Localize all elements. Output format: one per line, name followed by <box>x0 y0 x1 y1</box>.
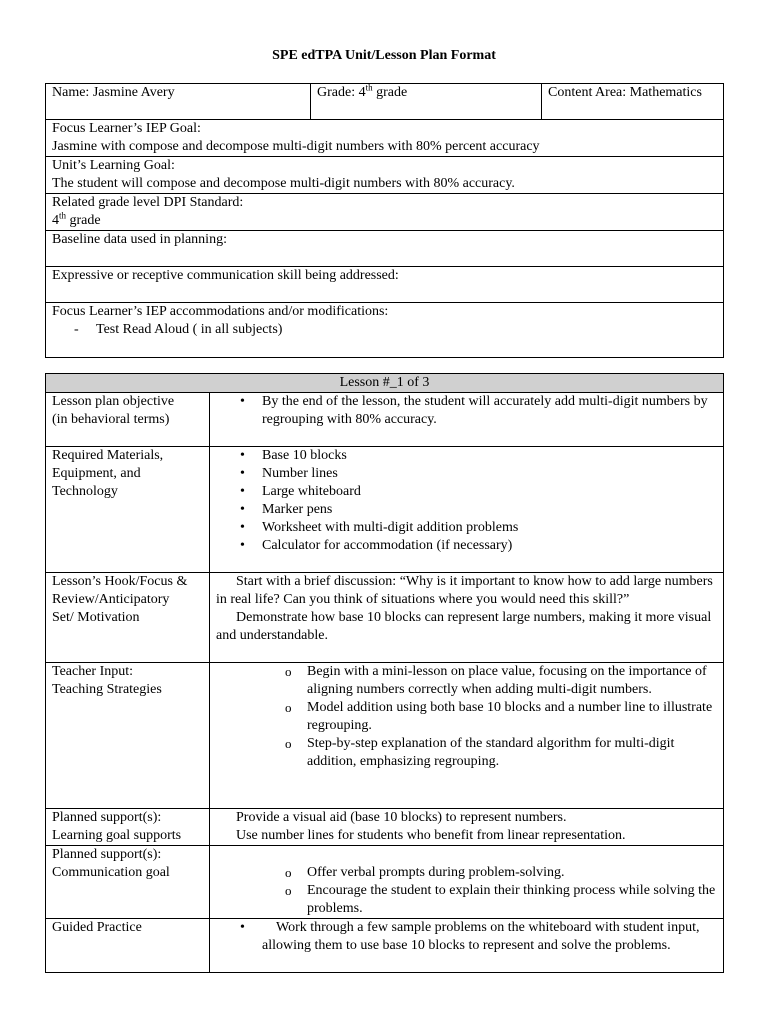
communication-support-label: Planned support(s): Communication goal <box>46 846 210 919</box>
materials-content <box>210 447 724 573</box>
learning-support-label: Planned support(s): Learning goal supports <box>46 809 210 846</box>
lesson-header: Lesson #_1 of 3 <box>46 374 724 393</box>
objective-label: Lesson plan objective (in behavioral terms) <box>46 393 210 447</box>
list-item: o Step-by-step explanation of the standard algorithm for multi-digit addition, emphasizing regrouping. <box>307 735 717 771</box>
learning-support-1: Provide a visual aid (base 10 blocks) to represent numbers. <box>236 810 567 825</box>
iep-goal-text: Jasmine with compose and decompose multi-digit numbers with 80% percent accuracy <box>52 139 540 154</box>
hook-content <box>210 573 724 663</box>
iep-goal-label: Focus Learner’s IEP Goal: <box>52 121 201 136</box>
hook-text-2: Demonstrate how base 10 blocks can represent large numbers, making it more visual and understandable. <box>216 610 712 643</box>
materials-label: Required Materials, Equipment, and Technology <box>46 447 210 573</box>
guided-practice-text: • Work through a few sample problems on the whiteboard with student input, allowing them to use base 10 blocks to represent and solve the problems. <box>262 919 717 955</box>
hook-text-1: Start with a brief discussion: “Why is it important to know how to add large numbers in real life? Can you think of situations where you would need this skill?” <box>216 574 713 607</box>
objective-content <box>210 393 724 447</box>
list-item: o Encourage the student to explain their thinking process while solving the problems. <box>307 882 717 918</box>
hook-label: Lesson’s Hook/Focus & Review/Anticipatory Set/ Motivation <box>46 573 210 663</box>
guided-practice-label: Guided Practice <box>46 919 210 973</box>
teacher-input-label: Teacher Input: Teaching Strategies <box>46 663 210 809</box>
guided-practice-content <box>210 919 724 973</box>
learning-support-content <box>210 809 724 846</box>
list-item: • Large whiteboard <box>262 483 717 501</box>
objective-text: • By the end of the lesson, the student will accurately add multi-digit numbers by regrouping with 80% accuracy. <box>262 393 717 429</box>
list-item: o Model addition using both base 10 blocks and a number line to illustrate regrouping. <box>307 699 717 735</box>
standard-value: 4th grade <box>52 210 101 228</box>
iep-goal-cell <box>46 120 724 157</box>
list-item: • Marker pens <box>262 501 717 519</box>
list-item: o Begin with a mini-lesson on place value, focusing on the importance of aligning numbers correctly when adding multi-digit numbers. <box>307 663 717 699</box>
standard-cell <box>46 194 724 231</box>
list-item: • Number lines <box>262 465 717 483</box>
accommodations-cell <box>46 303 724 358</box>
learning-support-2: Use number lines for students who benefit from linear representation. <box>236 828 626 843</box>
content-area-cell: Content Area: Mathematics <box>542 84 724 120</box>
accommodations-label: Focus Learner’s IEP accommodations and/or modifications: <box>52 304 389 319</box>
baseline-cell: Baseline data used in planning: <box>46 231 724 267</box>
teacher-input-content <box>210 663 724 809</box>
name-cell: Name: Jasmine Avery <box>46 84 311 120</box>
unit-goal-text: The student will compose and decompose multi-digit numbers with 80% accuracy. <box>52 176 515 191</box>
list-item: • Worksheet with multi-digit addition problems <box>262 519 717 537</box>
lesson-table <box>45 373 724 973</box>
unit-goal-label: Unit’s Learning Goal: <box>52 158 175 173</box>
unit-goal-cell <box>46 157 724 194</box>
list-item: • Calculator for accommodation (if necessary) <box>262 537 717 555</box>
standard-label: Related grade level DPI Standard: <box>52 195 244 210</box>
accommodation-item: - Test Read Aloud ( in all subjects) <box>74 322 283 337</box>
grade-cell: Grade: 4th grade <box>311 84 542 120</box>
communication-skill-cell: Expressive or receptive communication skill being addressed: <box>46 267 724 303</box>
list-item: o Offer verbal prompts during problem-solving. <box>307 864 717 882</box>
document-title: SPE edTPA Unit/Lesson Plan Format <box>272 48 496 63</box>
list-item: • Base 10 blocks <box>262 447 717 465</box>
learner-info-table <box>45 83 724 358</box>
communication-support-content <box>210 846 724 919</box>
